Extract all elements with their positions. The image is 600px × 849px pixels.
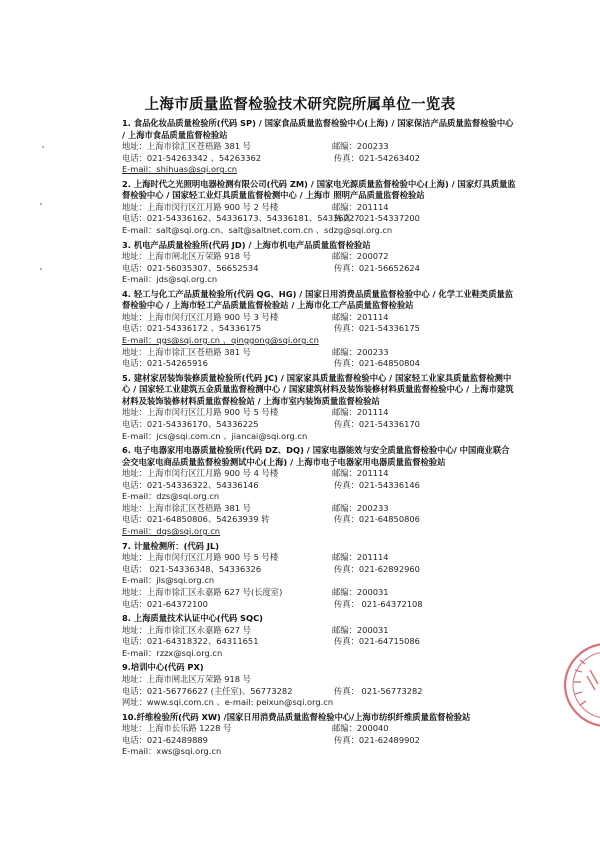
postcode: 邮编：201114 bbox=[332, 201, 389, 212]
email-line bbox=[122, 274, 517, 286]
address: 地址：上海市闵行区江月路 900 号 5 号楼 bbox=[122, 552, 279, 563]
unit-heading: 10.纤维检验所(代码 XW) /国家日用消费品质量监督检验中心/上海市纺织纤维质量监督检验站 bbox=[122, 711, 471, 722]
address-line bbox=[122, 141, 517, 153]
phone-line bbox=[122, 323, 517, 335]
email-line bbox=[122, 746, 517, 758]
email[interactable]: E-mail：dqs@sqi.org.cn bbox=[122, 526, 221, 537]
email-line bbox=[122, 335, 517, 347]
website-and-email[interactable]: 网址：www.sqi.com.cn 、e-mail: peixun@sqi.org.cn bbox=[122, 697, 334, 708]
phone: 电话：021-54263342 、54263362 bbox=[122, 152, 262, 163]
email[interactable]: E-mail：rzzx@sqi.org.cn bbox=[122, 647, 223, 658]
address-line bbox=[122, 468, 517, 480]
unit-entry-1 bbox=[122, 118, 517, 176]
email[interactable]: E-mail：jcs@sqi.com.cn 、jiancai@sqi.org.cn bbox=[122, 430, 308, 441]
address-line bbox=[122, 407, 517, 419]
unit-heading: 1. 食品化妆品质量检验所(代码 SP) / 国家食品质量监督检验中心(上海) / 国家保洁产品质量监督检验中心 / 上海市食品质量监督检验站 bbox=[122, 118, 514, 140]
address: 地址：上海市徐汇区苍梧路 381 号 bbox=[122, 141, 251, 151]
email[interactable]: E-mail：jds@sqi.org.cn bbox=[122, 274, 218, 285]
unit-entry-8 bbox=[122, 613, 517, 659]
page-title: 上海市质量监督检验技术研究院所属单位一览表 bbox=[144, 97, 456, 113]
postcode: 邮编：201114 bbox=[332, 407, 389, 418]
address: 地址：上海市闵行区江月路 900 号 5 号楼 bbox=[122, 407, 279, 418]
address-line bbox=[122, 674, 517, 686]
address-line bbox=[122, 723, 517, 735]
unit-heading: 4. 轻工与化工产品质量检验所(代码 QG、HG) / 国家日用消费品质量监督检验中心 / 化学工业鞋类质量监督检验中心 / 上海市轻工产品质量监督检验站 / 上海市化工产品质量监督检验站 bbox=[122, 288, 514, 311]
unit-entry-6 bbox=[122, 445, 517, 538]
address: 地址：上海市闸北区万荣路 918 号 bbox=[122, 673, 251, 684]
fax: 传真：021-54336170 bbox=[334, 418, 420, 429]
email[interactable]: E-mail：qgs@sqi.org.cn 、qinggong@sqi.org.cn bbox=[122, 335, 319, 346]
address-line bbox=[122, 202, 517, 214]
email-line bbox=[122, 164, 517, 176]
address: 地址：上海市闵行区江月路 900 号 3 号楼 bbox=[122, 311, 279, 322]
phone: 电话：021-54336162、54336173、54336181、54336227 bbox=[122, 213, 360, 224]
postcode: 邮编：201114 bbox=[332, 552, 389, 563]
address: 地址：上海市徐汇区苍梧路 381 号 bbox=[122, 502, 251, 513]
phone: 电话：021-54265916 bbox=[122, 358, 208, 369]
address-line bbox=[122, 312, 517, 324]
email-line bbox=[122, 431, 517, 443]
address: 地址：上海市徐汇区苍梧路 381 号 bbox=[122, 346, 251, 357]
unit-entry-4 bbox=[122, 289, 517, 370]
fax: 传真：021-64850804 bbox=[334, 358, 420, 369]
unit-heading: 3. 机电产品质量检验所(代码 JD) / 上海市机电产品质量监督检验站 bbox=[122, 239, 371, 250]
address: 地址：上海市闸北区万荣路 918 号 bbox=[122, 251, 251, 262]
email[interactable]: E-mail：xws@sqi.org.cn bbox=[122, 746, 222, 757]
unit-heading: 9.培训中心(代码 PX) bbox=[122, 662, 204, 673]
postcode: 邮编：200031 bbox=[332, 624, 389, 635]
fax: 传真： 021-64372108 bbox=[334, 598, 423, 609]
postcode: 邮编：201114 bbox=[332, 311, 389, 322]
website-line bbox=[122, 697, 517, 709]
fax: 传真：021-62489902 bbox=[334, 734, 420, 745]
postcode: 邮编：200040 bbox=[332, 723, 389, 734]
email-line bbox=[122, 225, 517, 237]
fax: 传真：021-54336175 bbox=[334, 323, 420, 334]
phone-line bbox=[122, 636, 517, 648]
phone-line bbox=[122, 564, 517, 576]
address-line bbox=[122, 251, 517, 263]
address: 地址：上海市闵行区江月路 900 号 2 号楼 bbox=[122, 201, 279, 212]
unit-heading: 8. 上海质量技术认证中心(代码 SQC) bbox=[122, 613, 263, 624]
phone-line bbox=[122, 686, 517, 698]
phone-line-2 bbox=[122, 514, 517, 526]
unit-entry-10 bbox=[122, 712, 517, 758]
fax: 传真：021-64850806 bbox=[334, 514, 420, 525]
email-line bbox=[122, 575, 517, 587]
address-line-2 bbox=[122, 347, 517, 359]
phone: 电话：021-54336322、54336146 bbox=[122, 479, 259, 490]
unit-list bbox=[122, 118, 517, 761]
email-line bbox=[122, 648, 517, 660]
official-seal-stamp bbox=[535, 640, 600, 730]
email[interactable]: E-mail：salt@sqi.org.cn、salt@saltnet.com.cn 、sdzg@sqi.org.cn bbox=[122, 224, 393, 235]
unit-entry-2 bbox=[122, 179, 517, 237]
fax: 传真：021-54337200 bbox=[334, 213, 420, 224]
phone: 电话：021-54336172 、54336175 bbox=[122, 323, 262, 334]
unit-heading: 6. 电子电器家用电器质量检验所(代码 DZ、DQ) / 国家电器能效与安全质量监督检验中心/ 中国商业联合会交电家电商品质量监督检验测试中心(上海) / 上海市电子电器家用电器质量监督检验站 bbox=[122, 445, 510, 467]
phone: 电话：021-64318322、64311651 bbox=[122, 636, 259, 647]
postcode: 邮编：200072 bbox=[332, 251, 389, 262]
scan-speck bbox=[40, 268, 42, 270]
email-line bbox=[122, 491, 517, 503]
address: 地址：上海市徐汇区永嘉路 627 号(长度室) bbox=[122, 586, 283, 597]
address-line-2 bbox=[122, 587, 517, 599]
scan-speck bbox=[40, 203, 42, 205]
unit-heading: 5. 建材家居装饰装修质量检验所(代码 JC) / 国家家具质量监督检验中心 / 国家轻工业家具质量监督检测中心 / 国家轻工业建筑五金质量监督检测中心 / 国家建筑材料及装饰装修材料质量监督检验中心 / 上海市建筑材料及装饰装修材料质量监督检验站 / 上海市室内装饰质量监督检验站 bbox=[122, 372, 514, 406]
unit-entry-5 bbox=[122, 373, 517, 442]
phone: 电话：021-56035307、56652534 bbox=[122, 262, 259, 273]
phone-line-2 bbox=[122, 358, 517, 370]
phone: 电话：021-54336170、54336225 bbox=[122, 418, 259, 429]
address-line bbox=[122, 552, 517, 564]
phone-line bbox=[122, 480, 517, 492]
phone-line bbox=[122, 735, 517, 747]
email[interactable]: E-mail：jls@sqi.org.cn bbox=[122, 575, 215, 586]
email[interactable]: E-mail：dzs@sqi.org.cn bbox=[122, 491, 220, 502]
address-line bbox=[122, 625, 517, 637]
unit-heading: 7. 计量检测所：(代码 JL) bbox=[122, 540, 220, 551]
postcode: 邮编：200233 bbox=[332, 346, 389, 357]
phone: 电话：021-62489889 bbox=[122, 734, 208, 745]
email-line-2 bbox=[122, 526, 517, 538]
phone-line bbox=[122, 419, 517, 431]
phone-line bbox=[122, 213, 517, 225]
fax: 传真：021-62892960 bbox=[334, 563, 420, 574]
postcode: 邮编：200233 bbox=[332, 141, 389, 151]
unit-entry-3 bbox=[122, 240, 517, 286]
scan-speck bbox=[42, 146, 44, 148]
fax: 传真：021-56652624 bbox=[334, 262, 420, 273]
address: 地址：上海市闵行区江月路 900 号 4 号楼 bbox=[122, 468, 279, 479]
address-line-2 bbox=[122, 503, 517, 515]
fax: 传真：021-54336146 bbox=[334, 479, 420, 490]
phone-line bbox=[122, 263, 517, 275]
fax: 传真：021-64715086 bbox=[334, 636, 420, 647]
address: 地址：上海市长乐路 1228 号 bbox=[122, 723, 232, 734]
phone-line bbox=[122, 153, 517, 165]
postcode: 邮编：200031 bbox=[332, 586, 389, 597]
postcode: 邮编：201114 bbox=[332, 468, 389, 479]
postcode: 邮编：200233 bbox=[332, 502, 389, 513]
phone: 电话：021-56776627 (主任室)、56773282 bbox=[122, 685, 293, 696]
unit-entry-9 bbox=[122, 662, 517, 708]
phone: 电话：021-64850806、54263939 转 bbox=[122, 514, 270, 525]
unit-heading: 2. 上海时代之光照明电器检测有限公司(代码 ZM) / 国家电光源质量监督检验中心(上海) / 国家灯具质量监督检验中心 / 国家轻工业灯具质量监督检测中心 / 上海市 照明产品质量监督检验站 bbox=[122, 178, 516, 201]
phone-line-2 bbox=[122, 599, 517, 611]
phone: 电话：021-64372100 bbox=[122, 598, 208, 609]
fax: 传真： 021-56773282 bbox=[334, 685, 423, 696]
phone: 电话： 021-54336348、54336326 bbox=[122, 563, 262, 574]
address: 地址：上海市徐汇区永嘉路 627 号 bbox=[122, 624, 251, 635]
unit-entry-7 bbox=[122, 541, 517, 610]
fax: 传真：021-54263402 bbox=[334, 152, 420, 163]
email[interactable]: E-mail：shihuas@sqi.org.cn bbox=[122, 164, 238, 175]
